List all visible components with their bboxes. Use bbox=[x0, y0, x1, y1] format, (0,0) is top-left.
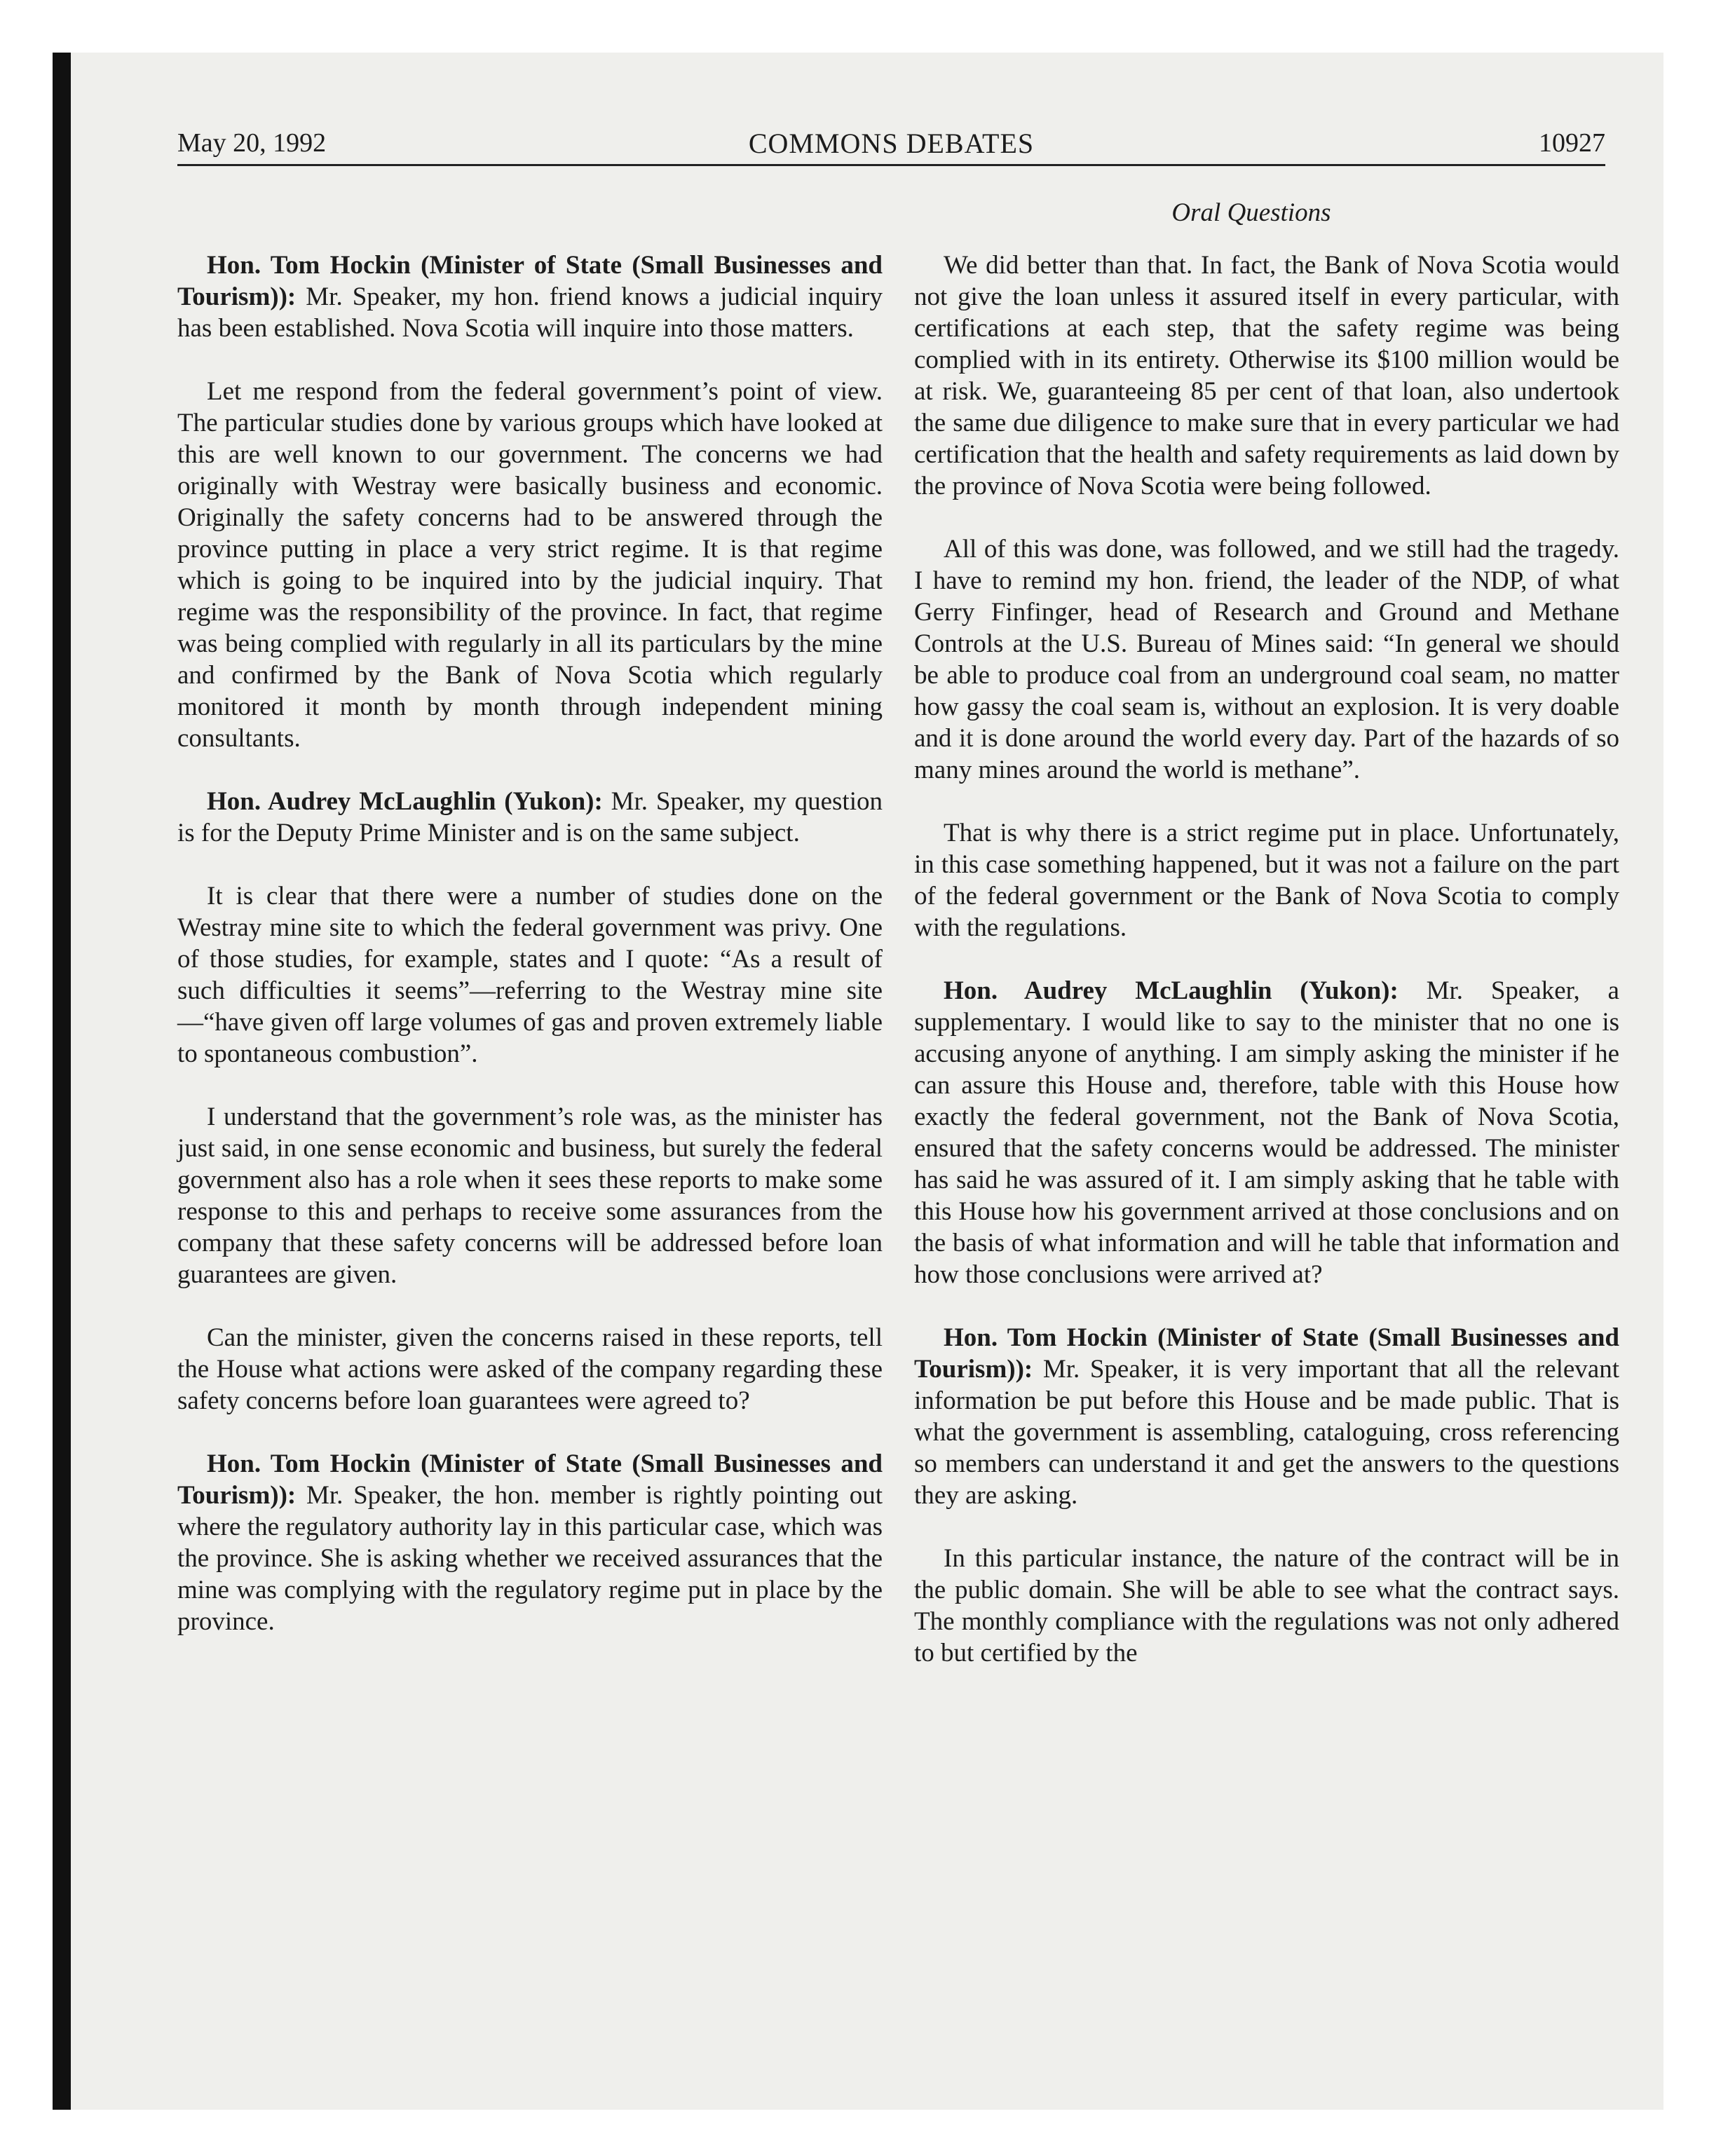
paragraph-text: Mr. Speaker, my hon. friend knows a judicial inquiry has been established. Nova Scotia will inquire into those matters. bbox=[177, 282, 883, 343]
speaker-name: Hon. Tom Hockin (Minister of State (Small Businesses and Tourism)): bbox=[177, 251, 883, 311]
scan-edge bbox=[53, 53, 71, 2110]
paragraph bbox=[177, 1448, 883, 1637]
left-column bbox=[177, 250, 883, 1669]
paragraph bbox=[914, 533, 1619, 786]
paragraph bbox=[177, 1322, 883, 1417]
paragraph bbox=[177, 376, 883, 754]
paragraph bbox=[914, 1322, 1619, 1511]
paragraph-text: Can the minister, given the concerns raised in these reports, tell the House what actions were asked of the company regarding these safety concerns before loan guarantees were agreed to? bbox=[177, 1323, 883, 1415]
page-header bbox=[177, 119, 1605, 166]
speaker-name: Hon. Tom Hockin (Minister of State (Small Businesses and Tourism)): bbox=[914, 1323, 1619, 1384]
paragraph-text: We did better than that. In fact, the Bank of Nova Scotia would not give the loan unless it assured itself in every particular, with certifications at each step, that the safety regime was being complied with in its entirety. Otherwise its $100 million would be at risk. We, guaranteeing 85 per cent of that loan, also undertook the same due diligence to make sure that in every particular we had certification that the health and safety requirements as laid down by the province of Nova Scotia were being followed. bbox=[914, 251, 1619, 500]
paragraph-text: Mr. Speaker, the hon. member is rightly pointing out where the regulatory authority lay in this particular case, which was the province. She is asking whether we received assurances that the mine was complying with the regulatory regime put in place by the province. bbox=[177, 1481, 883, 1636]
paragraph-text: Mr. Speaker, my question is for the Deputy Prime Minister and is on the same subject. bbox=[177, 787, 883, 847]
paragraph-text: In this particular instance, the nature of the contract will be in the public domain. She will be able to see what the contract says. The monthly compliance with the regulations was not only adhered to but certified by the bbox=[914, 1544, 1619, 1667]
paragraph bbox=[177, 250, 883, 344]
paragraph bbox=[177, 880, 883, 1070]
header-page-number: 10927 bbox=[1539, 128, 1605, 158]
paragraph-text: It is clear that there were a number of studies done on the Westray mine site to which the federal government was privy. One of those studies, for example, states and I quote: “As a result of such difficulties it seems”—referring to the Westray mine site—“have given off large volumes of gas and proven extremely liable to spontaneous combustion”. bbox=[177, 882, 883, 1068]
paragraph bbox=[914, 250, 1619, 502]
speaker-name: Hon. Tom Hockin (Minister of State (Small Businesses and Tourism)): bbox=[177, 1449, 883, 1510]
paragraph-text: Let me respond from the federal government’s point of view. The particular studies done by various groups which have looked at this are well known to our government. The concerns we had originally with Westray were basically business and economic. Originally the safety concerns had to be answered through the province putting in place a very strict regime. It is that regime which is going to be inquired into by the judicial inquiry. That regime was the responsibility of the province. In fact, that regime was being complied with regularly in all its particulars by the mine and confirmed by the Bank of Nova Scotia which regularly monitored it month by month through independent mining consultants. bbox=[177, 377, 883, 753]
speaker-name: Hon. Audrey McLaughlin (Yukon): bbox=[207, 787, 603, 816]
paragraph-text: Mr. Speaker, it is very important that all the relevant information be put before this House and be made public. That is what the government is assembling, cataloguing, cross referencing so members can understand it and get the answers to the questions they are asking. bbox=[914, 1355, 1619, 1510]
header-date: May 20, 1992 bbox=[177, 128, 327, 158]
paragraph bbox=[914, 1543, 1619, 1669]
paragraph-text: Mr. Speaker, a supplementary. I would like to say to the minister that no one is accusing anyone of anything. I am simply asking the minister if he can assure this House and, therefore, table with this House how exactly the federal government, not the Bank of Nova Scotia, ensured that the safety concerns would be addressed. The minister has said he was assured of it. I am simply asking that he table with this House how his government arrived at those conclusions and on the basis of what information and will he table that information and how those conclusions were arrived at? bbox=[914, 976, 1619, 1289]
paragraph bbox=[914, 975, 1619, 1290]
paragraph-text: All of this was done, was followed, and we still had the tragedy. I have to remind my hon. friend, the leader of the NDP, of what Gerry Finfinger, head of Research and Ground and Methane Controls at the U.S. Bureau of Mines said: “In general we should be able to produce coal from an underground coal seam, no matter how gassy the coal seam is, without an explosion. It is very doable and it is done around the world every day. Part of the hazards of so many mines around the world is methane”. bbox=[914, 535, 1619, 784]
right-column bbox=[914, 250, 1619, 1700]
paragraph bbox=[177, 786, 883, 849]
paragraph bbox=[914, 817, 1619, 943]
section-label: Oral Questions bbox=[1171, 198, 1331, 227]
header-title: COMMONS DEBATES bbox=[748, 128, 1035, 159]
paragraph-text: I understand that the government’s role was, as the minister has just said, in one sense economic and business, but surely the federal government also has a role when it sees these reports to make some response to this and perhaps to receive some assurances from the company that these safety concerns will be addressed before loan guarantees are given. bbox=[177, 1103, 883, 1289]
paragraph bbox=[177, 1101, 883, 1290]
paragraph-text: That is why there is a strict regime put in place. Unfortunately, in this case something happened, but it was not a failure on the part of the federal government or the Bank of Nova Scotia to comply with the regulations. bbox=[914, 819, 1619, 942]
speaker-name: Hon. Audrey McLaughlin (Yukon): bbox=[944, 976, 1399, 1005]
